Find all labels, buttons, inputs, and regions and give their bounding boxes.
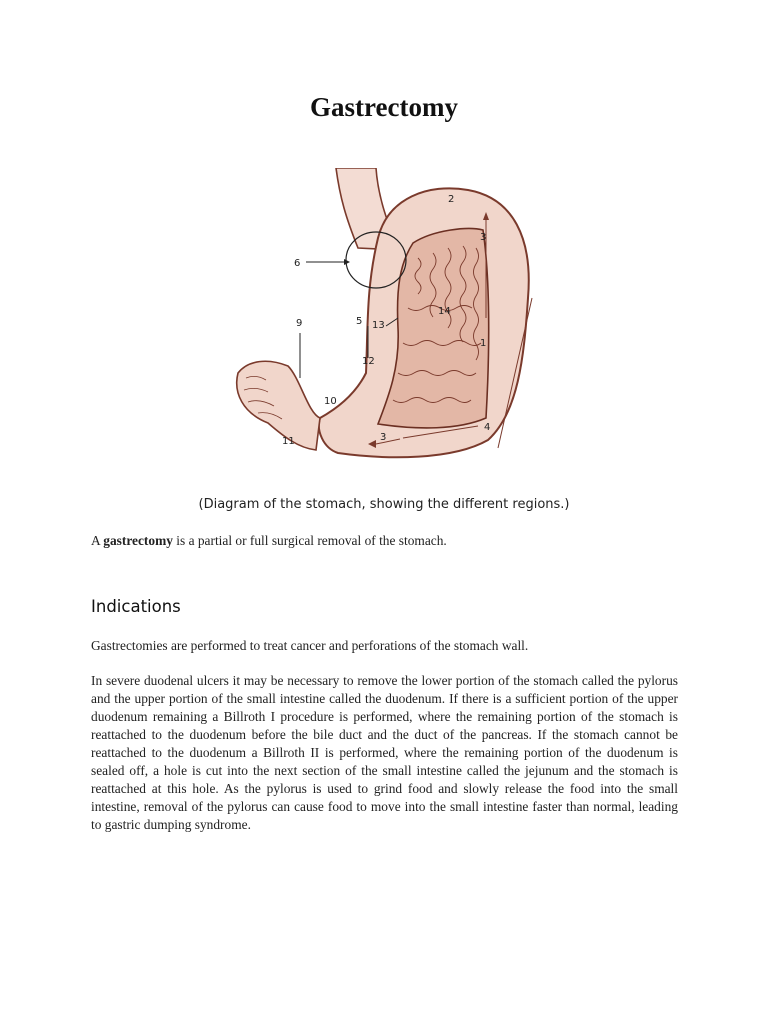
intro-prefix: A [91, 533, 104, 548]
section-heading: Indications [91, 597, 181, 616]
label-6-arrowhead [344, 259, 350, 265]
label-1: 1 [480, 338, 487, 349]
figure-caption: (Diagram of the stomach, showing the different regions.) [198, 497, 570, 512]
label-10: 10 [324, 396, 337, 407]
stomach-illustration [228, 168, 540, 460]
intro-suffix: is a partial or full surgical removal of the stomach. [172, 533, 447, 548]
label-12: 12 [362, 356, 375, 367]
body-paragraph: Gastrectomies are performed to treat cancer and perforations of the stomach wall. [91, 638, 529, 653]
label-3-upper: 3 [480, 232, 487, 243]
duodenum-shape [237, 361, 320, 450]
body-paragraph: In severe duodenal ulcers it may be necessary to remove the lower portion of the stomach called the pylorus and the upper portion of the small intestine called the duodenum. If there is a sufficient portion of the upper duodenum remaining a Billroth I procedure is performed, where the remaining portion of the stomach is reattached to the duodenum before the bile duct and the duct of the pancreas. If the stomach cannot be reattached to the duodenum a Billroth II is performed, where the remaining portion of the duodenum is sealed off, a hole is cut into the next section of the small intestine called the jejunum and the stomach is reattached at this hole. As the pylorus is used to grind food and slowly release the food into the small intestine, removal of the pylorus can cause food to move into the small intestine faster than normal, leading to gastric dumping syndrome. [91, 673, 678, 832]
label-9: 9 [296, 318, 303, 329]
label-6: 6 [294, 258, 301, 269]
label-11: 11 [282, 436, 295, 447]
stomach-diagram [228, 168, 540, 460]
label-5: 5 [356, 316, 363, 327]
label-2: 2 [448, 194, 455, 205]
label-13: 13 [372, 320, 385, 331]
page-title: Gastrectomy [310, 92, 458, 122]
label-3-lower: 3 [380, 432, 387, 443]
intro-paragraph [91, 533, 681, 549]
intro-term: gastrectomy [103, 533, 173, 548]
label-4: 4 [484, 422, 491, 433]
label-14: 14 [438, 306, 451, 317]
